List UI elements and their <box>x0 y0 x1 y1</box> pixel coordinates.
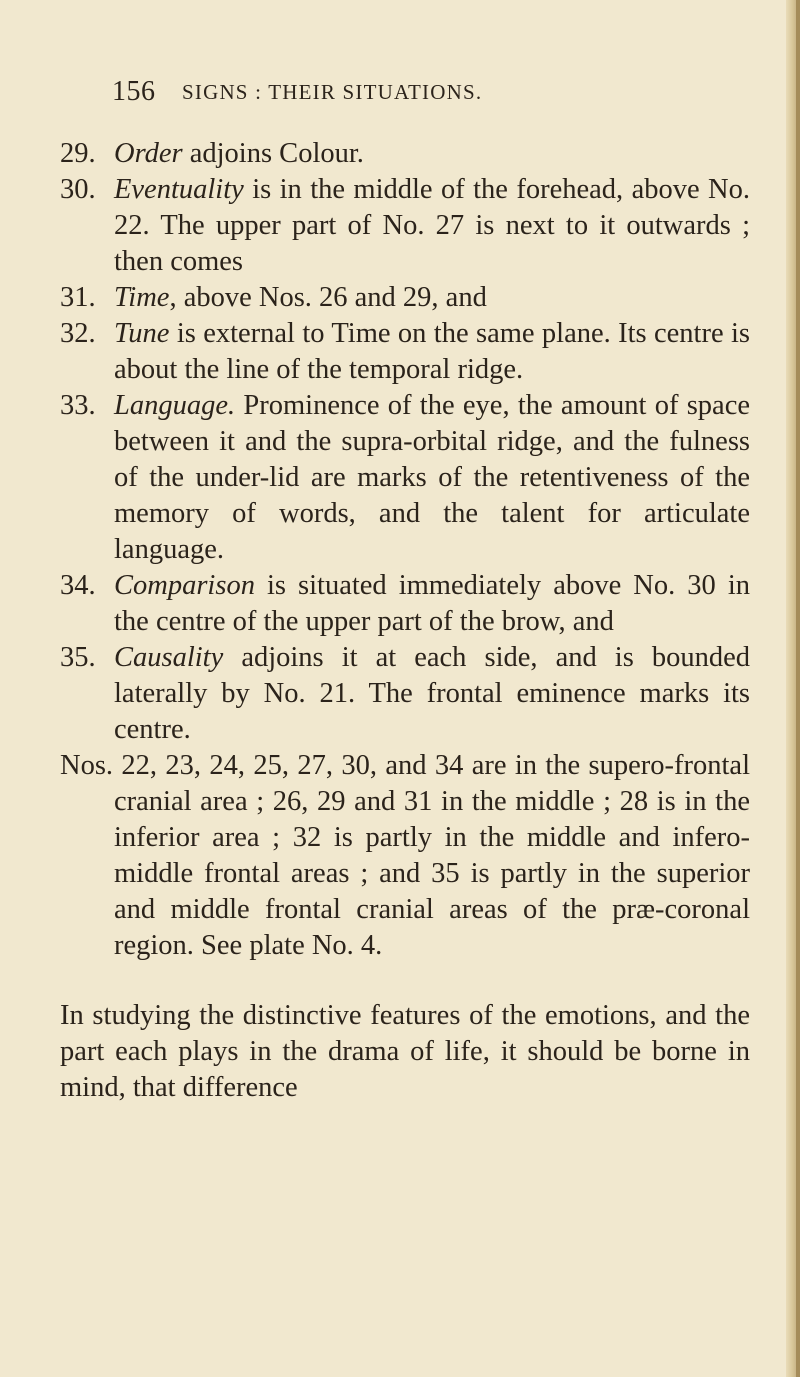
entry-29 <box>60 136 750 172</box>
entry-term: Language. <box>114 390 236 421</box>
entry-35 <box>60 640 750 748</box>
entry-text: is in the middle of the forehead, above No. 22. The upper part of No. 27 is next to it outwards ; then comes <box>114 174 750 277</box>
entry-number: 34. <box>60 570 96 601</box>
page-number: 156 <box>112 76 156 107</box>
entry-term: Tune <box>114 318 170 349</box>
summary-paragraph: Nos. 22, 23, 24, 25, 27, 30, and 34 are in the supero-frontal cranial area ; 26, 29 and 31 in the middle ; 28 is in the inferior area ; 32 is partly in the middle and infero-middle frontal areas ; and 35 is partly in the superior and middle frontal cranial areas of the præ-coronal region. See plate No. 4. <box>60 750 750 961</box>
entry-number: 32. <box>60 318 96 349</box>
entry-33 <box>60 388 750 568</box>
entry-number: 31. <box>60 282 96 313</box>
entry-term: Eventuality <box>114 174 244 205</box>
page-edge <box>786 0 800 1377</box>
closing-paragraph: In studying the distinctive features of the emotions, and the part each plays in the drama of life, it should be borne in mind, that difference <box>60 1000 750 1103</box>
entry-number: 29. <box>60 138 96 169</box>
running-head: SIGNS : THEIR SITUATIONS. <box>182 80 483 104</box>
entry-34 <box>60 568 750 640</box>
page-header <box>112 76 582 108</box>
entry-term: Comparison <box>114 570 255 601</box>
entry-number: 35. <box>60 642 96 673</box>
entry-text: Prominence of the eye, the amount of space between it and the supra-orbital ridge, and the fulness of the under-lid are marks of the retentiveness of the memory of words, and the talent for articulate language. <box>114 390 750 565</box>
entry-text: adjoins Colour. <box>182 138 364 169</box>
entry-30 <box>60 172 750 280</box>
entry-term: Causality <box>114 642 224 673</box>
entry-term: Order <box>114 138 183 169</box>
entry-text: is situated immediately above No. 30 in the centre of the upper part of the brow, and <box>114 570 750 637</box>
entry-term: Time <box>114 282 170 313</box>
entry-text: adjoins it at each side, and is bounded laterally by No. 21. The frontal eminence marks its centre. <box>114 642 750 745</box>
entry-number: 30. <box>60 174 96 205</box>
entry-number: 33. <box>60 390 96 421</box>
entry-text: is external to Time on the same plane. Its centre is about the line of the temporal ridge. <box>114 318 750 385</box>
entry-32 <box>60 316 750 388</box>
body-text <box>60 136 750 1106</box>
entry-31 <box>60 280 750 316</box>
entry-text: , above Nos. 26 and 29, and <box>169 282 487 313</box>
